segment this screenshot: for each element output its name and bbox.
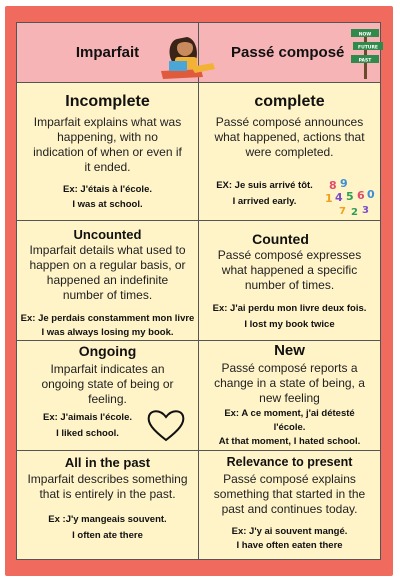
svg-text:1: 1 <box>325 192 333 205</box>
cell-ongoing <box>17 341 199 451</box>
cell-counted <box>199 221 380 341</box>
header-right-label: Passé composé <box>231 44 345 61</box>
row1-left-example: Ex: J'étais à l'école. <box>62 184 152 195</box>
row3-left-text: Imparfait indicates an ongoing state of being or feeling. <box>41 362 174 406</box>
svg-text:8: 8 <box>329 179 337 192</box>
row1-left-text: Imparfait explains what was happening, with no indication of when or even if it ended. <box>33 115 182 174</box>
svg-text:3: 3 <box>362 205 369 216</box>
svg-text:5: 5 <box>346 190 354 203</box>
cell-relevance-to-present <box>199 451 380 559</box>
row3-right-translation: At that moment, I hated school. <box>218 436 361 447</box>
sign-now: NOW <box>358 32 372 38</box>
row3-right-example-cont: l'école. <box>273 422 306 433</box>
reading-girl-illustration <box>155 29 225 83</box>
row2-right-example: Ex: J'ai perdu mon livre deux fois. <box>212 303 367 314</box>
row4-left-text: Imparfait describes something that is entirely in the past. <box>27 472 188 501</box>
row4-right-title: Relevance to present <box>226 455 353 469</box>
row2-left-translation: I was always losing my book. <box>41 327 174 338</box>
cell-complete <box>199 83 380 221</box>
cell-uncounted <box>17 221 199 341</box>
row1-right-example: EX: Je suis arrivé tôt. <box>216 180 313 191</box>
row4-right-example: Ex: J'y ai souvent mangé. <box>231 526 348 537</box>
signpost-icon <box>349 25 383 79</box>
row3-right-example: Ex: A ce moment, j'ai détesté <box>224 408 355 419</box>
row3-right-text: Passé composé reports a change in a state of being, a new feeling <box>214 361 365 405</box>
row4-right-translation: I have often eaten there <box>236 540 343 551</box>
header-passe-compose <box>199 23 380 83</box>
row1-left-title: Incomplete <box>65 93 150 110</box>
row2-right-title: Counted <box>252 231 309 247</box>
numbers-illustration <box>325 175 380 221</box>
row4-right-text: Passé composé explains something that started in the past and continues today. <box>213 472 366 516</box>
row2-left-example: Ex: Je perdais constamment mon livre <box>20 313 195 324</box>
row2-right-translation: I lost my book twice <box>244 319 335 330</box>
svg-text:2: 2 <box>351 207 358 218</box>
cell-all-in-the-past <box>17 451 199 559</box>
row4-left-example: Ex :J'y mangeais souvent. <box>48 514 167 525</box>
cell-incomplete <box>17 83 199 221</box>
svg-text:4: 4 <box>335 191 343 204</box>
row4-left-translation: I often ate there <box>72 530 143 541</box>
row2-left-text: Imparfait details what used to happen on a regular basis, or happened an indefinite number of times. <box>29 243 186 302</box>
svg-text:9: 9 <box>340 177 348 190</box>
svg-text:7: 7 <box>339 206 346 217</box>
svg-text:0: 0 <box>367 188 375 201</box>
row1-right-translation: I arrived early. <box>232 196 297 207</box>
cell-new <box>199 341 380 451</box>
row3-left-example: Ex: J'aimais l'école. <box>42 412 132 423</box>
row2-right-text: Passé composé expresses what happened a specific number of times. <box>217 248 362 292</box>
row1-left-translation: I was at school. <box>72 199 143 210</box>
row3-left-title: Ongoing <box>78 343 137 359</box>
header-left-label: Imparfait <box>75 44 140 61</box>
row4-left-title: All in the past <box>64 455 151 470</box>
sign-past: PAST <box>358 58 372 64</box>
row3-right-title: New <box>274 342 305 359</box>
row3-left-translation: I liked school. <box>56 428 119 439</box>
conjugation-table <box>16 22 381 560</box>
sign-future: FUTURE <box>358 45 378 51</box>
row1-right-title: complete <box>254 93 325 110</box>
row2-left-title: Uncounted <box>73 227 142 242</box>
row1-right-text: Passé composé announces what happened, actions that were completed. <box>214 115 365 159</box>
heart-icon <box>145 407 187 443</box>
svg-text:6: 6 <box>357 189 365 202</box>
